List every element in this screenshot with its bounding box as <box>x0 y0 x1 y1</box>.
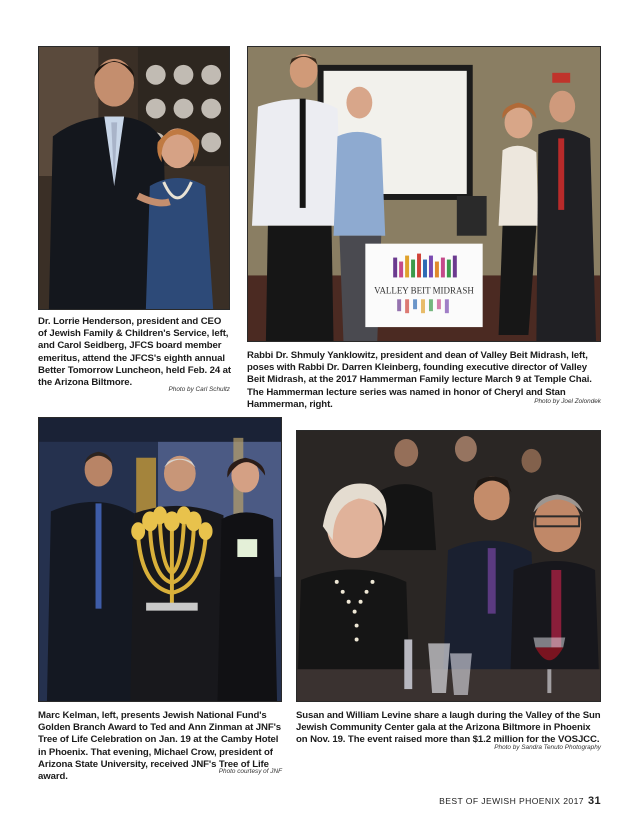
photo-caption: Dr. Lorrie Henderson, president and CEO of Jewish Family & Children's Service, left, and Carol Seidberg, JFCS board member emeritus, attend the JFCS's eighth annual Better Tomorrow Luncheon, held Feb. 24 at the Arizona Biltmore. <box>38 316 231 389</box>
photo-henderson-seidberg <box>38 46 230 310</box>
publication-name: BEST OF JEWISH PHOENIX 2017 <box>439 796 584 806</box>
sign-text: VALLEY BEIT MIDRASH <box>374 285 474 296</box>
photo-illustration <box>297 431 600 701</box>
photo-credit: Photo by Joel Zolondek <box>534 398 601 405</box>
page-footer <box>439 795 601 807</box>
photo-kelman-zinman <box>38 417 282 702</box>
photo-credit: Photo by Carl Schultz <box>168 386 230 393</box>
photo-credit: Photo by Sandra Tenuto Photography <box>494 744 601 751</box>
photo-illustration <box>39 418 281 701</box>
photo-illustration <box>39 47 229 309</box>
photo-caption: Rabbi Dr. Shmuly Yanklowitz, president and dean of Valley Beit Midrash, left, poses with Rabbi Dr. Darren Kleinberg, founding executive director of Valley Beit Midrash, at the 2017 Hammerman Family lecture March 9 at Temple Chai. The Hammerman lecture series was named in honor of Cheryl and Stan Hammerman, right. <box>247 350 592 410</box>
photo-levine-gala <box>296 430 601 702</box>
photo-illustration <box>248 47 600 341</box>
photo-caption: Marc Kelman, left, presents Jewish National Fund's Golden Branch Award to Ted and Ann Zinman at JNF's Tree of Life Celebration on Jan. 19 at the Camby Hotel in Phoenix. That evening, Michael Crow, president of Arizona State University, received JNF's Tree of Life award. <box>38 710 282 783</box>
photo-credit: Photo courtesy of JNF <box>218 768 282 775</box>
photo-yanklowitz-kleinberg-hammerman <box>247 46 601 342</box>
page-number: 31 <box>587 795 601 807</box>
photo-caption: Susan and William Levine share a laugh during the Valley of the Sun Jewish Community Center gala at the Arizona Biltmore in Phoenix on Nov. 19. The event raised more than $1.2 million for the VOSJCC. <box>296 710 601 746</box>
